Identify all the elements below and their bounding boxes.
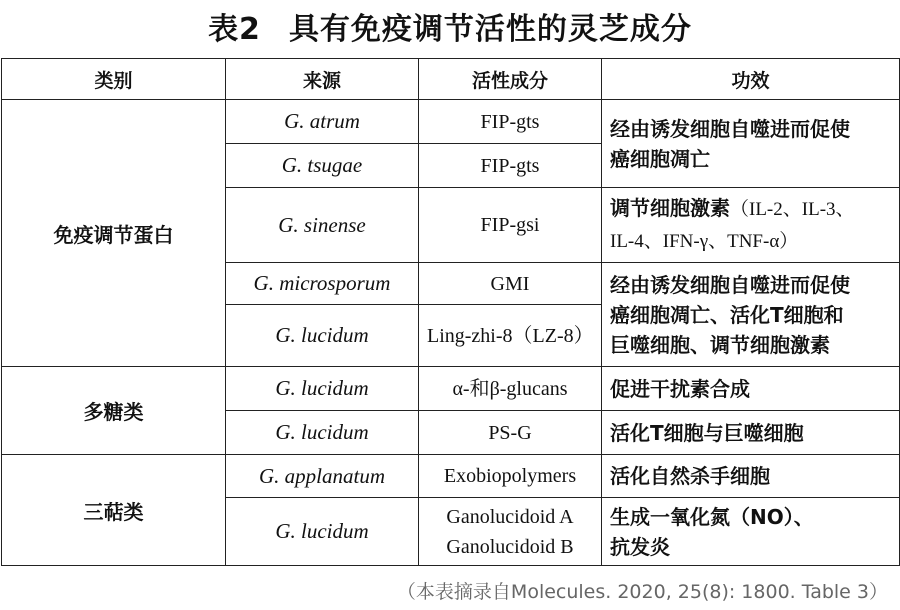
component-cell: PS-G [419,411,602,455]
component-cell: α-和β-glucans [419,367,602,411]
component-cell: Ling-zhi-8（LZ-8） [419,305,602,367]
effect-line: 抗发炎 [610,534,670,559]
col-header-component: 活性成分 [419,59,602,100]
table-row [2,100,900,144]
ganoderma-components-table [1,58,900,566]
effect-cell [602,188,900,263]
component-line: Ganolucidoid A [446,505,574,528]
effect-line: 生成一氧化氮（NO）、 [610,504,814,529]
source-cell: G. lucidum [226,305,419,367]
source-cell: G. tsugae [226,144,419,188]
table-caption: 具有免疫调节活性的灵芝成分 [288,12,692,47]
effect-line: 调节细胞激素 [610,196,730,220]
effect-line: 癌细胞凋亡 [610,146,710,171]
effect-cell [602,367,900,411]
source-cell: G. applanatum [226,455,419,498]
category-cell: 三萜类 [2,455,226,566]
header-row [2,59,900,100]
table-row [2,455,900,498]
source-cell: G. lucidum [226,498,419,566]
effect-line: 活化T细胞与巨噬细胞 [610,420,804,445]
effect-cell [602,498,900,566]
category-cell: 免疫调节蛋白 [2,100,226,367]
component-cell: GMI [419,263,602,305]
effect-line: 经由诱发细胞自噬进而促使 [610,272,850,297]
source-cell: G. lucidum [226,411,419,455]
component-cell: FIP-gts [419,144,602,188]
col-header-effect: 功效 [602,59,900,100]
effect-line: 癌细胞凋亡、活化T细胞和 [610,302,844,327]
category-cell: 多糖类 [2,367,226,455]
component-cell [419,498,602,566]
effect-cell [602,411,900,455]
component-cell: FIP-gsi [419,188,602,263]
component-cell: FIP-gts [419,100,602,144]
source-cell: G. sinense [226,188,419,263]
effect-line: 巨噬细胞、调节细胞激素 [610,332,830,357]
component-cell: Exobiopolymers [419,455,602,498]
source-cell: G. atrum [226,100,419,144]
effect-detail: （IL-2、IL-3、 [730,199,855,220]
col-header-category: 类别 [2,59,226,100]
effect-line: 经由诱发细胞自噬进而促使 [610,116,850,141]
effect-cell [602,263,900,367]
effect-line: 活化自然杀手细胞 [610,464,770,488]
table-title [0,4,900,48]
effect-cell [602,100,900,188]
table-number: 表2 [208,12,261,47]
effect-line: 促进干扰素合成 [610,376,750,401]
source-cell: G. microsporum [226,263,419,305]
effect-detail: IL-4、IFN-γ、TNF-α） [610,231,799,252]
source-citation: （本表摘录自Molecules. 2020, 25(8): 1800. Table 3） [396,581,888,603]
source-cell: G. lucidum [226,367,419,411]
component-line: Ganolucidoid B [446,535,574,558]
col-header-source: 来源 [226,59,419,100]
effect-cell [602,455,900,498]
table-row [2,367,900,411]
